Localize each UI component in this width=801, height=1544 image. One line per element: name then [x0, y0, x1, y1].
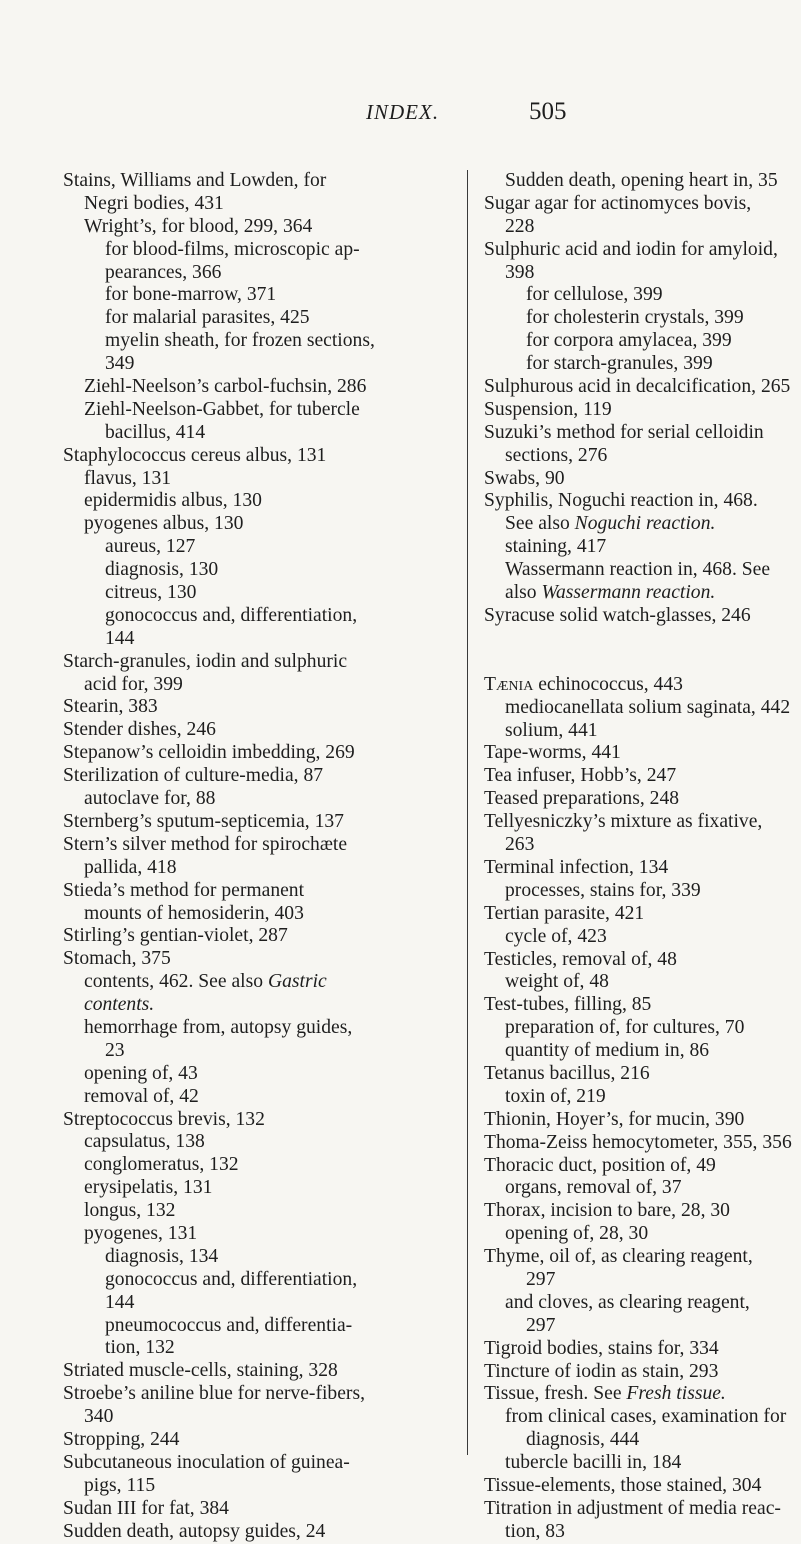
entry-text: diagnosis, 134 — [105, 1245, 219, 1267]
entry-text: 144 — [105, 1291, 135, 1313]
entry-text: 23 — [105, 1039, 125, 1061]
index-entry — [484, 949, 746, 972]
index-entry — [484, 720, 746, 743]
index-entry — [63, 536, 448, 559]
blank-line — [484, 628, 746, 651]
index-entry — [484, 1361, 746, 1384]
entry-text: mediocanellata solium saginata, 442 — [505, 696, 791, 718]
index-entry — [63, 1017, 448, 1040]
entry-text: for cellulose, 399 — [526, 284, 663, 306]
index-entry — [484, 1497, 781, 1521]
index-entry — [484, 926, 746, 949]
index-entry — [484, 1040, 746, 1063]
entry-text: epidermidis albus, 130 — [84, 490, 262, 512]
entry-text: Starch-granules, iodin and sulphuric — [63, 650, 348, 672]
index-entry — [484, 1063, 746, 1086]
index-entry — [63, 399, 448, 422]
index-entry — [63, 834, 448, 857]
index-entry — [63, 284, 448, 307]
index-entry — [484, 445, 746, 468]
column-divider — [467, 170, 468, 1455]
index-entry — [484, 1155, 746, 1178]
index-entry — [484, 1109, 746, 1132]
entry-text: Ziehl-Neelson’s carbol-fuchsin, 286 — [84, 376, 367, 398]
entry-text: Stearin, 383 — [63, 696, 158, 718]
entry-text: Sulphurous acid in decalcification, 265 — [484, 376, 791, 398]
index-entry — [484, 994, 746, 1017]
entry-text: Subcutaneous inoculation of guinea- — [63, 1451, 350, 1473]
index-entry — [484, 1269, 746, 1292]
index-entry — [484, 834, 746, 857]
index-entry — [63, 1383, 448, 1406]
index-entry — [484, 696, 791, 720]
index-entry — [63, 1498, 448, 1521]
index-entry — [63, 1452, 448, 1475]
entry-text: erysipelatis, 131 — [84, 1177, 213, 1199]
entry-text: solium, 441 — [505, 719, 598, 741]
index-entry — [63, 1223, 448, 1246]
index-entry — [63, 307, 448, 330]
entry-text: citreus, 130 — [105, 582, 197, 604]
index-entry — [63, 1063, 448, 1086]
index-entry — [484, 399, 746, 422]
entry-text: Ziehl-Neelson-Gabbet, for tubercle — [84, 398, 360, 420]
entry-cross-reference: Noguchi reaction. — [574, 513, 716, 535]
index-entry — [63, 1315, 448, 1338]
index-entry — [63, 1337, 448, 1360]
index-entry — [484, 1429, 746, 1452]
entry-text: opening of, 43 — [84, 1062, 198, 1084]
entry-text: Titration in adjustment of media reac- — [484, 1497, 781, 1519]
index-entry — [63, 239, 448, 262]
entry-cross-reference: Gastric — [267, 971, 327, 993]
index-entry — [63, 468, 448, 491]
entry-text: Syphilis, Noguchi reaction in, 468. — [484, 490, 758, 512]
index-entry — [63, 880, 448, 903]
index-entry — [484, 1291, 750, 1315]
entry-text: flavus, 131 — [84, 467, 172, 489]
index-entry — [63, 1475, 448, 1498]
entry-text: capsulatus, 138 — [84, 1131, 205, 1153]
entry-text: tubercle bacilli in, 184 — [505, 1452, 682, 1474]
entry-text: Sudden death, opening heart in, 35 — [505, 170, 778, 191]
entry-text: toxin of, 219 — [505, 1085, 606, 1107]
index-entry — [484, 1131, 792, 1155]
index-entry — [484, 559, 771, 582]
entry-text: Syracuse solid watch-glasses, 246 — [484, 604, 751, 626]
index-entry — [63, 422, 448, 445]
entry-text: pneumococcus and, differentia- — [105, 1314, 353, 1336]
entry-text: See also — [505, 513, 575, 535]
index-entry — [484, 1521, 746, 1544]
entry-text: Wassermann reaction in, 468. See — [505, 559, 771, 581]
index-entry — [484, 1086, 746, 1109]
page-header — [0, 98, 801, 138]
index-entry — [484, 742, 746, 765]
entry-text: Thoma-Zeiss hemocytometer, 355, 356 — [484, 1131, 792, 1153]
index-entry — [63, 857, 448, 880]
entry-text: Tigroid bodies, stains for, 334 — [484, 1337, 719, 1359]
entry-text: Striated muscle-cells, staining, 328 — [63, 1360, 338, 1382]
index-entry — [63, 513, 448, 536]
index-entry — [484, 604, 751, 628]
index-entry — [484, 1223, 746, 1246]
index-entry — [63, 674, 448, 697]
entry-text: contents, 462. See also — [84, 971, 268, 993]
entry-text: also — [505, 582, 542, 604]
entry-text: Stropping, 244 — [63, 1428, 180, 1450]
entry-text: pyogenes, 131 — [84, 1222, 198, 1244]
index-entry — [484, 1200, 746, 1223]
entry-text: Tissue, fresh. See — [484, 1383, 627, 1405]
index-entry — [484, 582, 746, 605]
index-entry — [63, 1040, 448, 1063]
entry-text: Swabs, 90 — [484, 467, 565, 489]
entry-text: Stern’s silver method for spirochæte — [63, 833, 348, 855]
entry-text: from clinical cases, examination for — [505, 1406, 787, 1428]
page-number: 505 — [529, 98, 567, 125]
entry-text: 297 — [526, 1268, 556, 1290]
index-entry — [63, 1109, 448, 1132]
index-entry — [63, 628, 448, 651]
index-entry — [484, 1383, 746, 1406]
index-entry — [63, 445, 448, 468]
entry-text: Tertian parasite, 421 — [484, 902, 645, 924]
index-entry — [484, 353, 746, 376]
entry-text: 263 — [505, 834, 535, 856]
entry-text: for malarial parasites, 425 — [105, 307, 310, 329]
entry-text: gonococcus and, differentiation, — [105, 1268, 358, 1290]
index-entry — [63, 1177, 448, 1200]
entry-text: diagnosis, 130 — [105, 559, 219, 581]
index-entry — [63, 1154, 448, 1177]
index-entry — [484, 674, 746, 697]
index-entry — [63, 1406, 448, 1429]
entry-text: sections, 276 — [505, 444, 608, 466]
entry-text: opening of, 28, 30 — [505, 1223, 649, 1245]
index-entry — [484, 1177, 746, 1200]
index-entry — [63, 994, 448, 1017]
entry-text: cycle of, 423 — [505, 925, 607, 947]
index-entry — [63, 719, 448, 742]
index-entry — [63, 1200, 448, 1223]
entry-text: Sterilization of culture-media, 87 — [63, 765, 324, 787]
entry-text: Sulphuric acid and iodin for amyloid, — [484, 238, 778, 260]
index-column-left — [63, 170, 448, 1543]
index-entry — [484, 1315, 746, 1338]
entry-text: Sudan III for fat, 384 — [63, 1497, 229, 1519]
entry-text: Tellyesniczky’s mixture as fixative, — [484, 811, 763, 833]
entry-text: aureus, 127 — [105, 536, 196, 558]
entry-text: Tape-worms, 441 — [484, 742, 621, 764]
entry-text: Thoracic duct, position of, 49 — [484, 1154, 716, 1176]
index-entry — [63, 1521, 448, 1544]
index-entry — [484, 468, 746, 491]
entry-text: pigs, 115 — [84, 1474, 156, 1496]
entry-text: for starch-granules, 399 — [526, 353, 713, 375]
index-entry — [484, 238, 778, 262]
entry-text: myelin sheath, for frozen sections, — [105, 330, 375, 352]
entry-text: Stroebe’s aniline blue for nerve-fibers, — [63, 1383, 365, 1405]
blank-line — [484, 651, 746, 674]
index-entry — [63, 742, 448, 765]
index-entry — [63, 216, 448, 239]
entry-cross-reference: Fresh tissue. — [626, 1383, 726, 1405]
running-title: INDEX. — [366, 100, 440, 124]
index-entry — [63, 170, 448, 193]
entry-text: Sternberg’s sputum-septicemia, 137 — [63, 810, 344, 832]
entry-text: Sudden death, autopsy guides, 24 — [63, 1520, 326, 1542]
index-entry — [63, 696, 448, 719]
entry-text: longus, 132 — [84, 1200, 176, 1222]
entry-text: Stepanow’s celloidin imbedding, 269 — [63, 742, 355, 764]
index-entry — [484, 216, 746, 239]
entry-text: autoclave for, 88 — [84, 788, 216, 810]
index-entry — [63, 582, 448, 605]
entry-text: Stirling’s gentian-violet, 287 — [63, 925, 288, 947]
entry-text: gonococcus and, differentiation, — [105, 604, 358, 626]
entry-text: tion, 83 — [505, 1520, 565, 1542]
entry-text: for blood-films, microscopic ap- — [105, 238, 360, 260]
index-entry — [63, 1246, 448, 1269]
entry-text: Test-tubes, filling, 85 — [484, 994, 652, 1016]
entry-text: 297 — [526, 1314, 556, 1336]
index-entry — [484, 1406, 787, 1429]
index-entry — [63, 353, 448, 376]
entry-cross-reference: contents. — [84, 994, 155, 1016]
entry-text: tion, 132 — [105, 1337, 175, 1359]
entry-smallcaps: Tænia — [484, 673, 534, 695]
index-entry — [484, 880, 746, 903]
entry-text: mounts of hemosiderin, 403 — [84, 902, 304, 924]
index-entry — [63, 788, 448, 811]
index-entry — [63, 330, 448, 353]
index-entry — [484, 170, 778, 193]
index-entry — [63, 490, 448, 513]
index-entry — [484, 490, 758, 513]
entry-text: conglomeratus, 132 — [84, 1154, 239, 1176]
entry-text: Stains, Williams and Lowden, for — [63, 170, 327, 191]
entry-text: Wright’s, for blood, 299, 364 — [84, 215, 313, 237]
entry-text: 398 — [505, 261, 535, 283]
entry-text: Thionin, Hoyer’s, for mucin, 390 — [484, 1108, 745, 1130]
entry-text: and cloves, as clearing reagent, — [505, 1291, 750, 1313]
entry-text: Thyme, oil of, as clearing reagent, — [484, 1246, 753, 1268]
index-entry — [484, 1474, 762, 1498]
entry-text: 228 — [505, 215, 535, 237]
entry-text: preparation of, for cultures, 70 — [505, 1017, 745, 1039]
entry-text: for corpora amylacea, 399 — [526, 330, 732, 352]
index-entry — [484, 903, 746, 926]
index-entry — [484, 262, 746, 285]
index-entry — [484, 330, 746, 353]
index-entry — [484, 971, 746, 994]
index-entry — [484, 857, 746, 880]
index-entry — [63, 1269, 448, 1292]
entry-text: Tetanus bacillus, 216 — [484, 1062, 650, 1084]
index-entry — [484, 421, 764, 445]
index-entry — [63, 262, 448, 285]
index-entry — [484, 788, 746, 811]
index-entry — [63, 903, 448, 926]
index-entry — [63, 1292, 448, 1315]
entry-text: Testicles, removal of, 48 — [484, 948, 677, 970]
entry-text: for bone-marrow, 371 — [105, 284, 277, 306]
index-entry — [484, 1452, 746, 1475]
entry-text: Staphylococcus cereus albus, 131 — [63, 444, 327, 466]
entry-text: Tea infuser, Hobb’s, 247 — [484, 765, 677, 787]
index-entry — [63, 651, 448, 674]
entry-text: diagnosis, 444 — [526, 1429, 640, 1451]
entry-text: 349 — [105, 353, 135, 375]
entry-text: Thorax, incision to bare, 28, 30 — [484, 1200, 730, 1222]
index-entry — [63, 605, 448, 628]
entry-text: Terminal infection, 134 — [484, 856, 669, 878]
entry-text: Suspension, 119 — [484, 398, 612, 420]
entry-text: echinococcus, 443 — [533, 673, 683, 695]
index-entry — [484, 192, 752, 216]
entry-text: bacillus, 414 — [105, 421, 206, 443]
index-entry — [63, 1086, 448, 1109]
index-entry — [63, 376, 448, 399]
entry-text: hemorrhage from, autopsy guides, — [84, 1016, 353, 1038]
index-entry — [484, 765, 746, 788]
entry-text: Streptococcus brevis, 132 — [63, 1108, 265, 1130]
index-entry — [63, 948, 448, 971]
entry-text: 340 — [84, 1406, 114, 1428]
index-entry — [484, 811, 763, 834]
entry-text: 144 — [105, 627, 135, 649]
entry-text: processes, stains for, 339 — [505, 879, 701, 901]
entry-text: Suzuki’s method for serial celloidin — [484, 421, 764, 443]
entry-text: Stomach, 375 — [63, 948, 171, 970]
index-entry — [63, 559, 448, 582]
index-entry — [63, 1360, 448, 1383]
index-entry — [63, 811, 448, 834]
index-entry — [484, 307, 746, 330]
entry-text: pallida, 418 — [84, 856, 177, 878]
entry-text: for cholesterin crystals, 399 — [526, 307, 744, 329]
index-column-right — [484, 170, 792, 1544]
entry-text: weight of, 48 — [505, 971, 609, 993]
index-entry — [484, 536, 746, 559]
entry-text: pearances, 366 — [105, 261, 222, 283]
entry-text: staining, 417 — [505, 536, 607, 558]
index-entry — [484, 1017, 746, 1040]
entry-cross-reference: Wassermann reaction. — [541, 582, 716, 604]
index-entry — [63, 925, 448, 948]
entry-text: Stender dishes, 246 — [63, 719, 216, 741]
entry-text: acid for, 399 — [84, 673, 183, 695]
index-entry — [63, 1429, 448, 1452]
index-entry — [63, 765, 448, 788]
entry-text: Stieda’s method for permanent — [63, 879, 305, 901]
index-entry — [484, 376, 791, 399]
entry-text: pyogenes albus, 130 — [84, 513, 244, 535]
entry-text: quantity of medium in, 86 — [505, 1040, 710, 1062]
index-entry — [484, 1338, 746, 1361]
entry-text: Tincture of iodin as stain, 293 — [484, 1360, 719, 1382]
entry-text: Sugar agar for actinomyces bovis, — [484, 192, 752, 214]
index-entry — [484, 1246, 753, 1269]
entry-text: Teased preparations, 248 — [484, 788, 680, 810]
entry-text: Tissue-elements, those stained, 304 — [484, 1474, 762, 1496]
entry-text: removal of, 42 — [84, 1085, 199, 1107]
index-entry — [484, 513, 746, 536]
index-entry — [63, 971, 448, 994]
entry-text: organs, removal of, 37 — [505, 1177, 682, 1199]
index-entry — [63, 1131, 448, 1154]
index-entry — [63, 193, 448, 216]
index-entry — [484, 284, 746, 307]
entry-text: Negri bodies, 431 — [84, 192, 224, 214]
